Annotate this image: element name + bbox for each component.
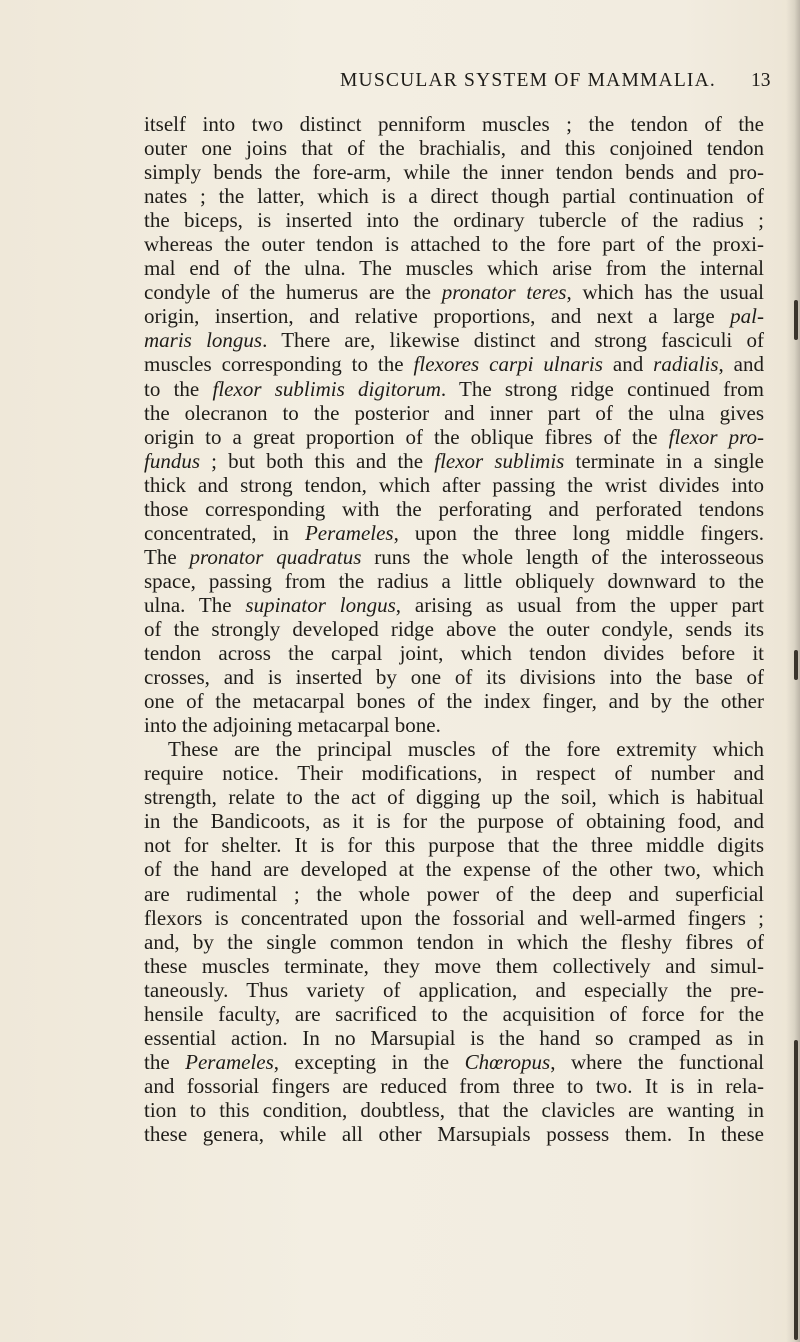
text-segment: condyle of the humerus are the <box>144 280 442 305</box>
text-line <box>144 304 764 328</box>
text-line <box>144 617 764 641</box>
text-segment: taneously. Thus variety of application, and especially the pre- <box>144 977 764 1002</box>
text-segment: essential action. In no Marsupial is the hand so cramped as in <box>144 1025 764 1050</box>
text-segment: in the Bandicoots, as it is for the purpose of obtaining food, and <box>144 809 764 834</box>
text-line <box>144 208 764 232</box>
italic-term: radialis <box>653 352 719 377</box>
text-line <box>144 401 764 425</box>
text-line <box>144 593 764 617</box>
text-line <box>144 280 764 304</box>
body-text <box>144 112 764 1146</box>
page-edge-mark <box>794 300 798 340</box>
text-segment: , and <box>718 352 764 377</box>
text-segment: the olecranon to the posterior and inner part of the ulna gives <box>144 400 764 425</box>
italic-term: Perameles <box>185 1049 274 1074</box>
text-line <box>144 882 764 906</box>
text-segment: these muscles terminate, they move them collectively and simul- <box>144 953 764 978</box>
page-number: 13 <box>751 70 771 91</box>
italic-term: supinator longus <box>245 592 396 617</box>
text-line <box>144 160 764 184</box>
text-segment: origin to a great proportion of the oblique fibres of the <box>144 424 669 449</box>
text-segment: , which has the usual <box>566 280 764 305</box>
text-line <box>144 641 764 665</box>
text-segment: These are the principal muscles of the fore extremity which <box>168 737 764 762</box>
text-line <box>144 1026 764 1050</box>
text-segment: and, by the single common tendon in which the fleshy fibres of <box>144 929 764 954</box>
text-segment: tion to this condition, doubtless, that the clavicles are wanting in <box>144 1097 764 1122</box>
italic-term: Chœropus <box>464 1049 551 1074</box>
text-segment: and <box>602 352 654 377</box>
text-segment: those corresponding with the perforating and perforated tendons <box>144 496 764 521</box>
text-segment: The <box>144 544 190 569</box>
text-segment: muscles corresponding to the <box>144 352 414 377</box>
text-line <box>144 1098 764 1122</box>
italic-term: flexor sublimis <box>434 448 565 473</box>
text-segment: whereas the outer tendon is attached to the fore part of the proxi- <box>144 232 764 257</box>
text-line <box>144 1050 764 1074</box>
text-line <box>144 713 764 737</box>
italic-term: fundus <box>144 448 201 473</box>
text-segment: require notice. Their modifications, in respect of number and <box>144 761 764 786</box>
italic-term: maris longus <box>144 328 263 353</box>
text-segment: space, passing from the radius a little obliquely downward to the <box>144 568 764 593</box>
text-line <box>144 545 764 569</box>
text-line <box>144 737 764 761</box>
text-line <box>144 184 764 208</box>
text-segment: , where the functional <box>550 1049 764 1074</box>
text-segment: thick and strong tendon, which after passing the wrist divides into <box>144 472 764 497</box>
page-edge-mark <box>794 1040 798 1340</box>
text-segment: strength, relate to the act of digging up the soil, which is habitual <box>144 785 764 810</box>
text-line <box>144 761 764 785</box>
text-segment: crosses, and is inserted by one of its divisions into the base of <box>144 665 764 690</box>
page-edge-mark <box>794 650 798 680</box>
text-segment: to the <box>144 376 213 401</box>
text-line <box>144 328 764 352</box>
text-segment: flexors is concentrated upon the fossorial and well-armed fingers ; <box>144 905 764 930</box>
text-segment: origin, insertion, and relative proportions, and next a large <box>144 304 731 329</box>
text-line <box>144 1122 764 1146</box>
text-segment: and fossorial fingers are reduced from three to two. It is in rela- <box>144 1073 764 1098</box>
text-line <box>144 569 764 593</box>
text-segment: concentrated, in <box>144 520 305 545</box>
text-segment: these genera, while all other Marsupials possess them. In these <box>144 1121 764 1146</box>
text-line <box>144 833 764 857</box>
text-line <box>144 497 764 521</box>
text-line <box>144 232 764 256</box>
text-line <box>144 689 764 713</box>
text-line <box>144 785 764 809</box>
text-segment: the <box>144 1049 186 1074</box>
text-line <box>144 256 764 280</box>
text-segment: terminate in a single <box>564 448 764 473</box>
text-line <box>144 1074 764 1098</box>
text-segment: into the adjoining metacarpal bone. <box>144 713 441 738</box>
text-segment: simply bends the fore-arm, while the inner tendon bends and pro- <box>144 160 764 185</box>
text-segment: hensile faculty, are sacrificed to the acquisition of force for the <box>144 1001 764 1026</box>
text-line <box>144 809 764 833</box>
text-segment: not for shelter. It is for this purpose that the three middle digits <box>144 833 764 858</box>
text-line <box>144 112 764 136</box>
italic-term: flexores carpi ulnaris <box>413 352 603 377</box>
text-line <box>144 1002 764 1026</box>
text-segment: of the strongly developed ridge above the outer condyle, sends its <box>144 616 764 641</box>
italic-term: flexor pro- <box>668 424 764 449</box>
text-segment: . There are, likewise distinct and strong fasciculi of <box>262 328 764 353</box>
italic-term: pronator quadratus <box>189 544 362 569</box>
text-line <box>144 906 764 930</box>
text-segment: are rudimental ; the whole power of the deep and superficial <box>144 881 764 906</box>
text-segment: ; but both this and the <box>200 448 435 473</box>
italic-term: pronator teres <box>441 280 567 305</box>
text-line <box>144 954 764 978</box>
text-line <box>144 857 764 881</box>
text-segment: ulna. The <box>144 592 246 617</box>
text-segment: nates ; the latter, which is a direct though partial continuation of <box>144 184 764 209</box>
text-line <box>144 930 764 954</box>
text-line <box>144 473 764 497</box>
text-segment: one of the metacarpal bones of the index finger, and by the other <box>144 689 764 714</box>
running-title: MUSCULAR SYSTEM OF MAMMALIA. <box>340 70 716 91</box>
text-segment: , upon the three long middle fingers. <box>393 520 764 545</box>
text-line <box>144 449 764 473</box>
text-segment: tendon across the carpal joint, which tendon divides before it <box>144 641 764 666</box>
text-segment: , excepting in the <box>273 1049 465 1074</box>
text-segment: mal end of the ulna. The muscles which arise from the internal <box>144 256 764 281</box>
text-line <box>144 521 764 545</box>
text-line <box>144 136 764 160</box>
text-line <box>144 352 764 376</box>
text-segment: , arising as usual from the upper part <box>395 592 764 617</box>
text-line <box>144 665 764 689</box>
text-line <box>144 425 764 449</box>
italic-term: pal- <box>730 304 764 329</box>
text-segment: . The strong ridge continued from <box>440 376 764 401</box>
text-segment: runs the whole length of the interosseous <box>361 544 764 569</box>
italic-term: Perameles <box>304 520 394 545</box>
text-segment: outer one joins that of the brachialis, and this conjoined tendon <box>144 136 764 161</box>
text-segment: of the hand are developed at the expense of the other two, which <box>144 857 764 882</box>
text-segment: the biceps, is inserted into the ordinary tubercle of the radius ; <box>144 208 764 233</box>
text-line <box>144 978 764 1002</box>
text-line <box>144 377 764 401</box>
text-segment: itself into two distinct penniform muscles ; the tendon of the <box>144 112 764 136</box>
italic-term: flexor sublimis digitorum <box>212 376 441 401</box>
